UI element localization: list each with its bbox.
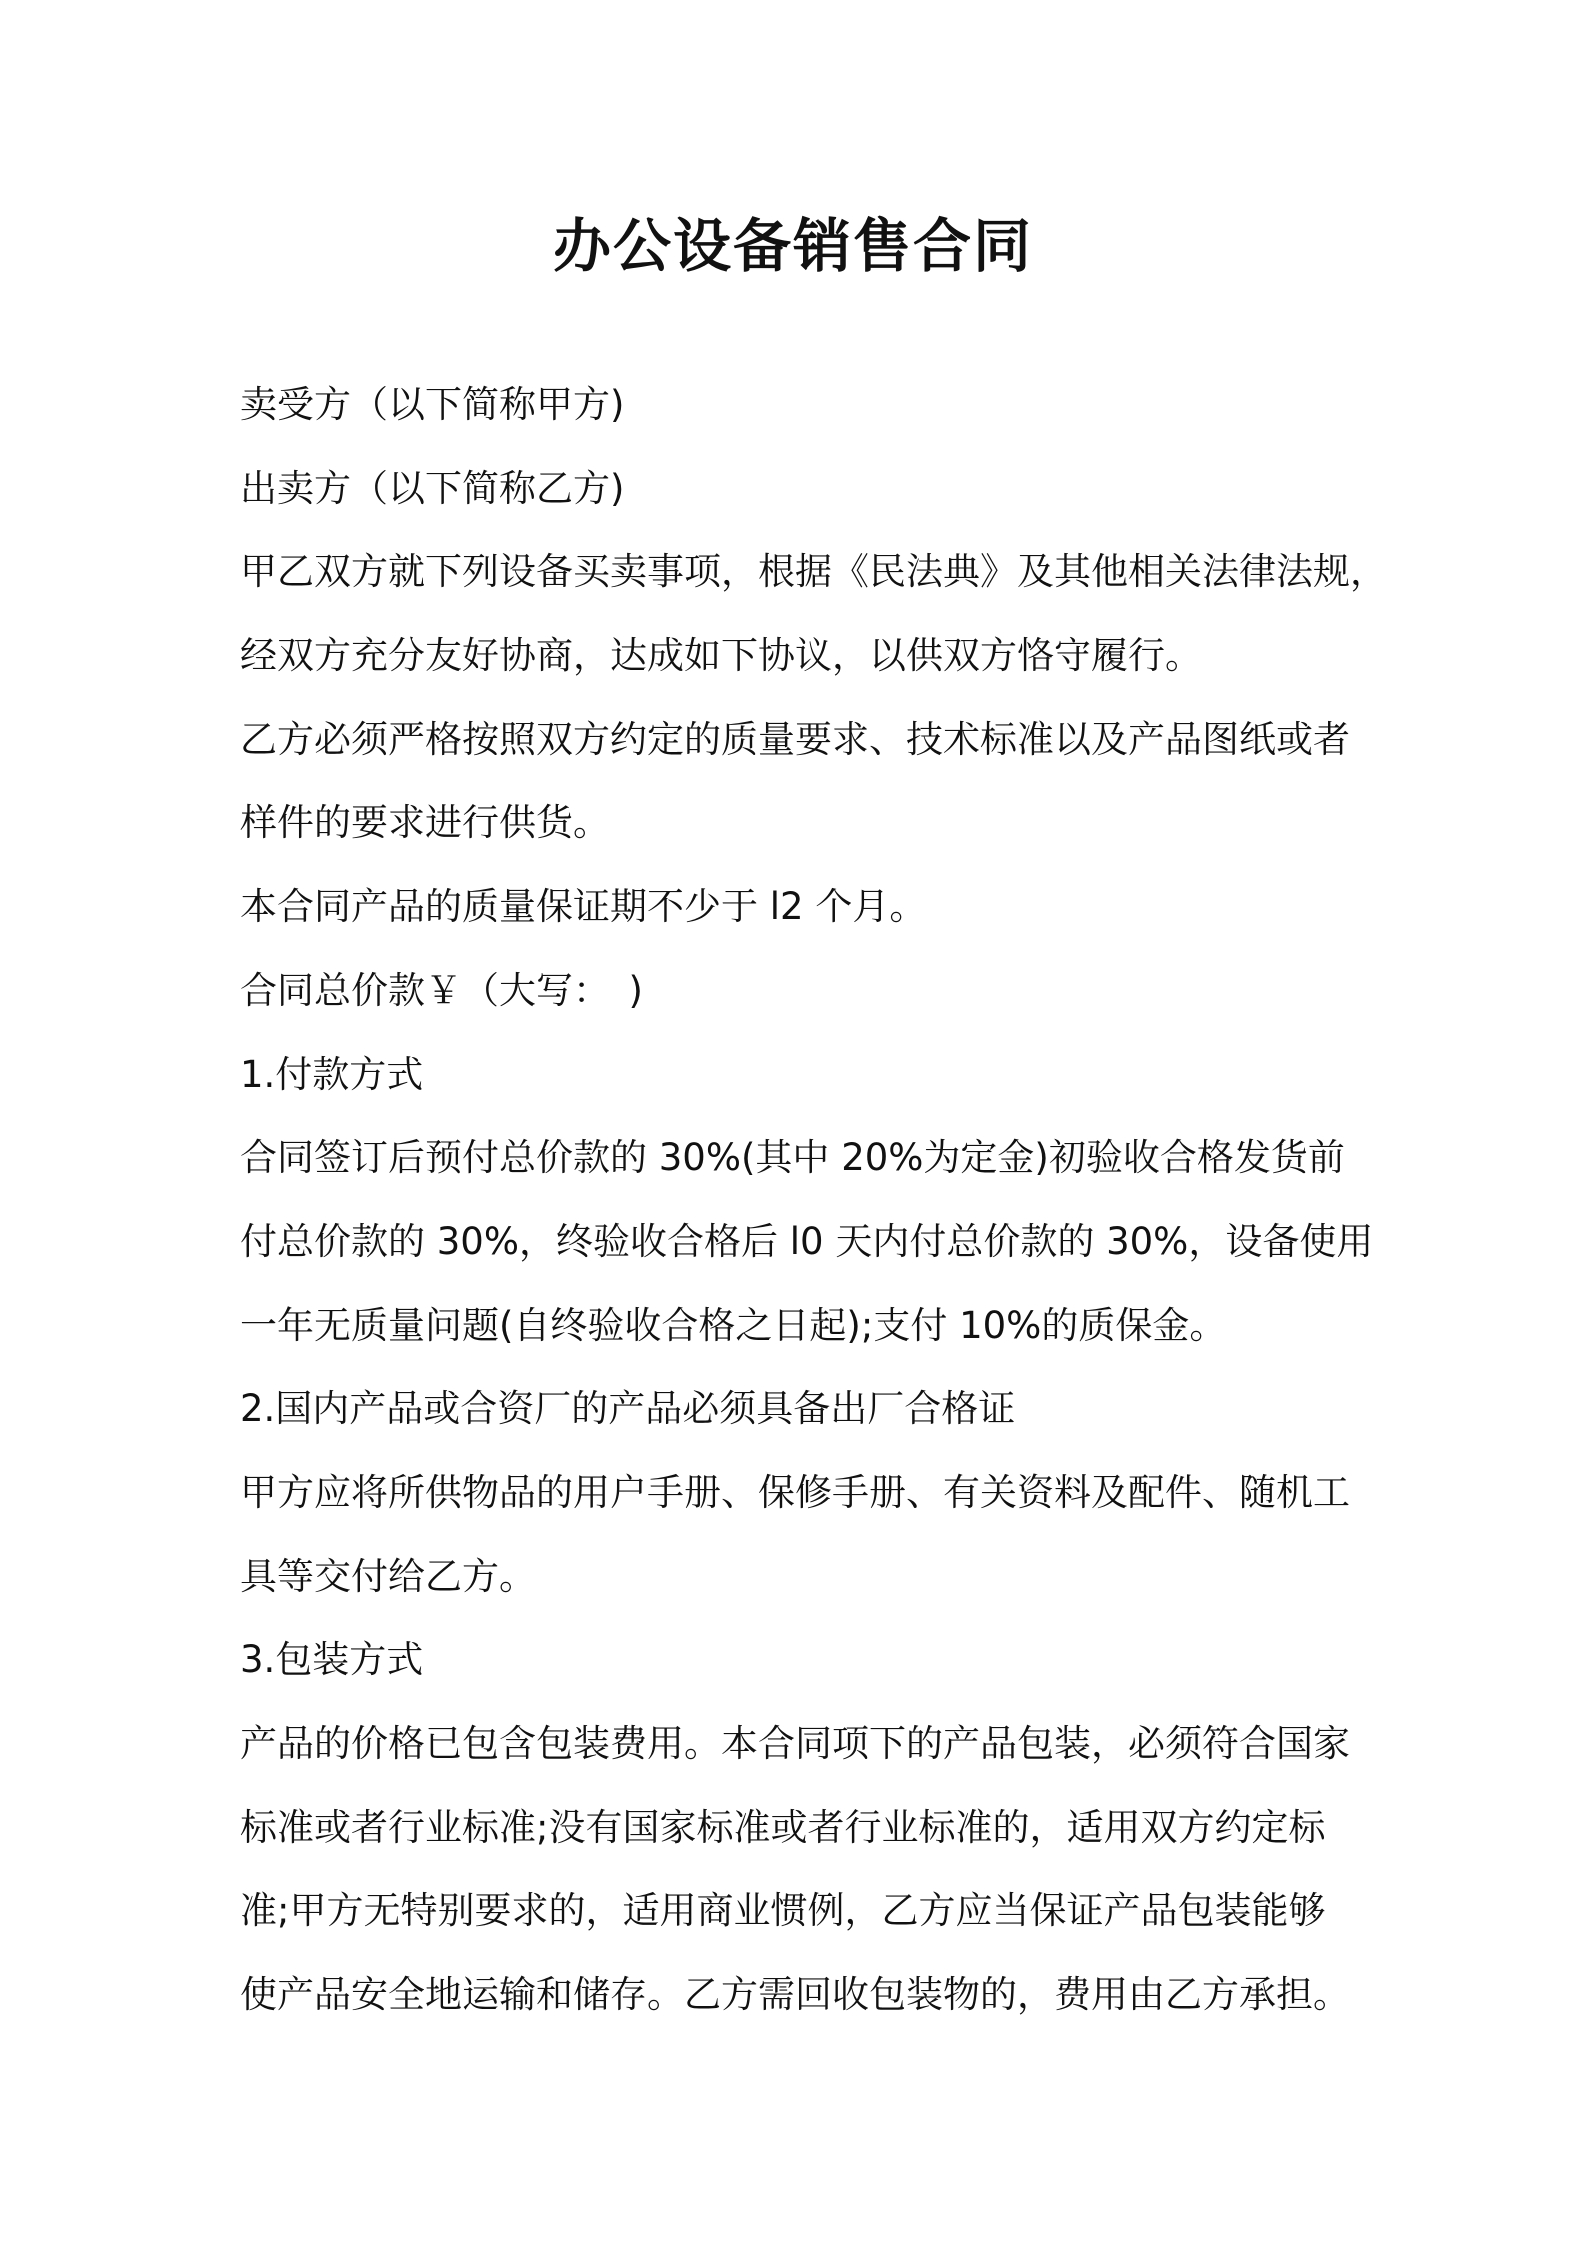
preamble-line: 经双方充分友好协商，达成如下协议，以供双方恪守履行。 [240, 634, 1202, 678]
document-title: 办公设备销售合同 [552, 212, 1033, 280]
party-seller-line: 出卖方（以下简称乙方) [240, 466, 625, 510]
packaging-terms-line: 准;甲方无特别要求的，适用商业惯例，乙方应当保证产品包装能够 [240, 1889, 1326, 1933]
quality-requirement-line: 样件的要求进行供货。 [240, 801, 610, 845]
section-heading-payment: 1.付款方式 [240, 1052, 424, 1096]
quality-requirement-line: 乙方必须严格按照双方约定的质量要求、技术标准以及产品图纸或者 [240, 717, 1350, 761]
payment-terms-line: 一年无质量问题(自终验收合格之日起);支付 10%的质保金。 [240, 1303, 1227, 1347]
payment-terms-line: 付总价款的 30%，终验收合格后 l0 天内付总价款的 30%，设备使用 [240, 1219, 1374, 1263]
packaging-terms-line: 标准或者行业标准;没有国家标准或者行业标准的，适用双方约定标 [240, 1805, 1326, 1849]
packaging-terms-line: 产品的价格已包含包装费用。本合同项下的产品包装，必须符合国家 [240, 1722, 1350, 1765]
certificate-terms-line: 甲方应将所供物品的用户手册、保修手册、有关资料及配件、随机工 [240, 1470, 1350, 1514]
party-buyer-line: 卖受方（以下简称甲方) [240, 383, 625, 426]
section-heading-certificate: 2.国内产品或合资厂的产品必须具备出厂合格证 [240, 1387, 1016, 1431]
document-body [240, 363, 1387, 2037]
payment-terms-line: 合同签订后预付总价款的 30%(其中 20%为定金)初验收合格发货前 [240, 1136, 1345, 1180]
total-price-line: 合同总价款￥（大写： ) [240, 968, 643, 1012]
certificate-terms-line: 具等交付给乙方。 [240, 1554, 536, 1598]
preamble-line: 甲乙双方就下列设备买卖事项，根据《民法典》及其他相关法律法规， [240, 550, 1387, 594]
section-heading-packaging: 3.包装方式 [240, 1638, 424, 1682]
warranty-period-line: 本合同产品的质量保证期不少于 l2 个月。 [240, 885, 927, 929]
packaging-terms-line: 使产品安全地运输和储存。乙方需回收包装物的，费用由乙方承担。 [240, 1973, 1350, 2017]
